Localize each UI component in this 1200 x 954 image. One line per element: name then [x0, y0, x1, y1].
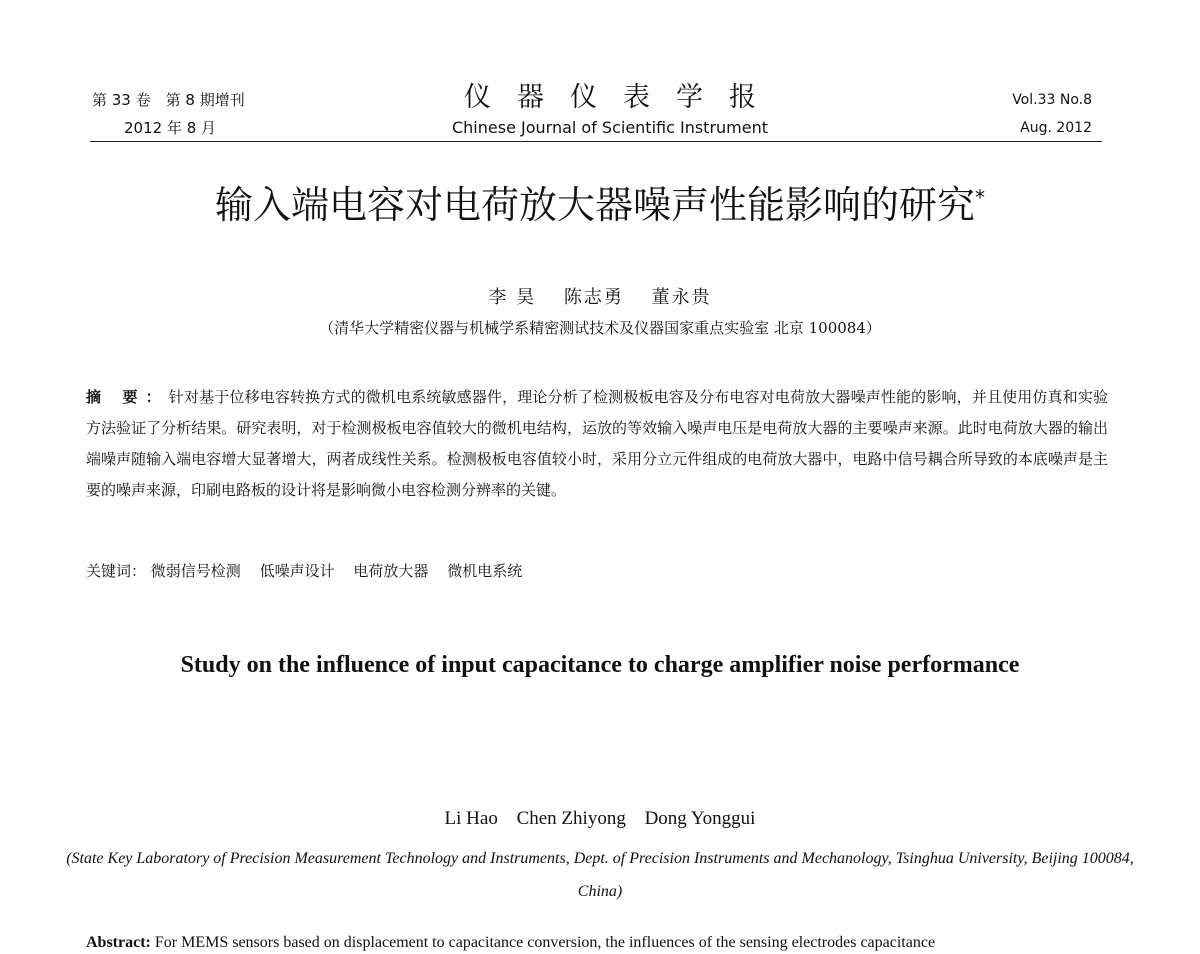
volume-en: Vol.33 No.8 [1012, 92, 1092, 108]
journal-name-cn: 仪器仪表学报 [464, 82, 782, 113]
header-volume-en [1012, 86, 1092, 142]
title-cn-text: 输入端电容对电荷放大器噪声性能影响的研究 [214, 183, 975, 227]
affiliation-cn: （清华大学精密仪器与机械学系精密测试技术及仪器国家重点实验室 北京 100084） [319, 319, 881, 337]
abstract-cn-text: 针对基于位移电容转换方式的微机电系统敏感器件，理论分析了检测极板电容及分布电容对电荷放大器噪声性能的影响，并且使用仿真和实验方法验证了分析结果。研究表明，对于检测极板电容值较大的微机电结构，运放的等效输入噪声电压是电荷放大器的主要噪声来源。此时电荷放大器的输出端噪声随输入端电容增大显著增大，两者成线性关系。检测极板电容值较小时，采用分立元件组成的电荷放大器中，电路中信号耦合所导致的本底噪声是主要的噪声来源，印刷电路板的设计将是影响微小电容检测分辨率的关键。 [86, 388, 1108, 499]
abstract-en-text: For MEMS sensors based on displacement to capacitance conversion, the influences of the sensing electrodes capacitance [154, 934, 936, 951]
abstract-en-label: Abstract: [86, 934, 151, 951]
authors-en [0, 808, 1200, 830]
volume-issue: 第 33 卷 第 8 期增刊 [92, 91, 245, 109]
paper-title-cn [0, 180, 1200, 230]
keyword-item: 低噪声设计 [259, 562, 335, 580]
abstract-en [86, 932, 1108, 954]
authors-cn: 李 昊 陈志勇 董永贵 [488, 287, 712, 308]
author-en: Dong Yonggui [644, 808, 756, 829]
keyword-item: 电荷放大器 [353, 562, 429, 580]
keywords-cn [86, 557, 1108, 585]
paper-title-en: Study on the influence of input capacitance to charge amplifier noise performance [180, 652, 1020, 678]
publication-date-en: Aug. 2012 [1020, 120, 1092, 136]
title-footnote-mark: * [975, 185, 985, 210]
keyword-item: 微弱信号检测 [150, 562, 241, 580]
abstract-cn-label: 摘 要： [86, 388, 169, 406]
author-en: Chen Zhiyong [516, 808, 626, 829]
header-issue-info [92, 86, 245, 142]
journal-name-en: Chinese Journal of Scientific Instrument [451, 118, 769, 137]
author-en: Li Hao [444, 808, 498, 829]
keyword-item: 微机电系统 [447, 562, 523, 580]
journal-masthead [400, 80, 820, 140]
header-rule [90, 141, 1102, 142]
affiliation-en: (State Key Laboratory of Precision Measurement Technology and Instruments, Dept. of Precision Instruments and Mechanology, Tsinghua University, Beijing 100084, China) [66, 850, 1134, 900]
abstract-cn [86, 382, 1108, 506]
publication-date-cn: 2012 年 8 月 [124, 119, 217, 137]
keywords-cn-label: 关键词： [86, 562, 147, 580]
